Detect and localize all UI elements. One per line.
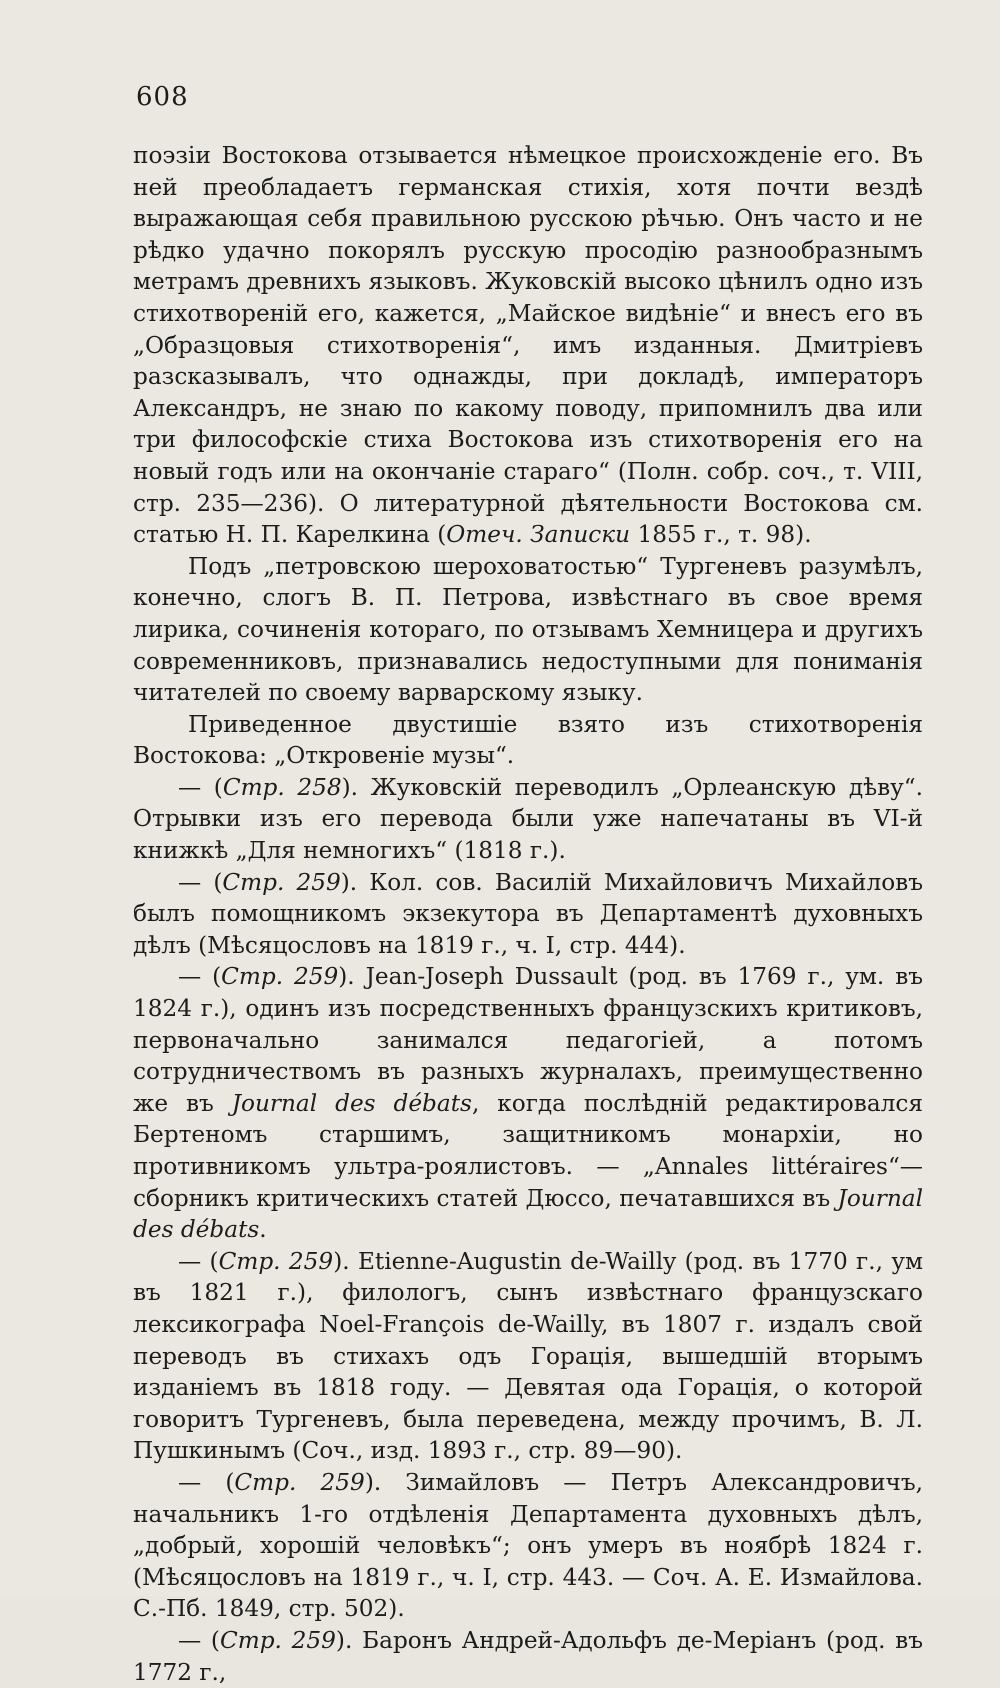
note-3-prefix: — ( [178,963,222,991]
paragraph-1-tail: 1855 г., т. 98). [630,521,812,549]
note-3-text-3: . [259,1216,267,1244]
note-1-ref: Стр. 258 [222,773,342,801]
note-4 [133,1246,923,1467]
note-3-ref: Стр. 259 [221,963,339,991]
note-3-journal-1: Journal des débats [231,1089,472,1117]
body-text [133,140,923,1688]
note-5-text: ). Зимайловъ — Петръ Александровичъ, начальникъ 1-го отдѣленія Департамента духовныхъ дѣлъ, „добрый, хорошій человѣкъ“; онъ умеръ въ ноябрѣ 1824 г. (Мѣсяцословъ на 1819 г., ч. I, стр. 443. — Соч. А. Е. Измайлова. С.-Пб. 1849, стр. 502). [133,1468,924,1623]
note-5-prefix: — ( [178,1468,235,1496]
note-6-text: ). Баронъ Андрей-Адольфъ де-Меріанъ (род. въ 1772 г., [133,1626,923,1686]
note-3-text-2: , когда послѣдній редактировался Бертеномъ старшимъ, защитникомъ монархіи, но противникомъ ультра-роялистовъ. — „Annales littéraires“—сборникъ критическихъ статей Дюссо, печатавшихся въ [133,1089,923,1212]
paragraph-2: Подъ „петровскою шероховатостью“ Тургеневъ разумѣлъ, конечно, слогъ В. П. Петрова, извѣстнаго въ свое время лирика, сочиненія котораго, по отзывамъ Хемницера и другихъ современниковъ, признавались недоступными для пониманія читателей по своему варварскому языку. [133,552,923,707]
page-number: 608 [136,82,189,112]
paragraph-1-italic: Отеч. Записки [446,521,631,549]
note-6 [133,1625,923,1688]
note-2-text: ). Кол. сов. Василій Михайловичъ Михайловъ былъ помощникомъ экзекутора въ Департаментѣ духовныхъ дѣлъ (Мѣсяцословъ на 1819 г., ч. I, стр. 444). [133,868,923,959]
note-4-prefix: — ( [178,1247,219,1275]
note-4-text: ). Etienne-Augustin de-Wailly (род. въ 1770 г., ум въ 1821 г.), филологъ, сынъ извѣстнаго французскаго лексикографа Noel-François de-Wailly, въ 1807 г. издалъ свой переводъ въ стихахъ одъ Горація, вышедшій вторымъ изданіемъ въ 1818 году. — Девятая ода Горація, о которой говоритъ Тургеневъ, была переведена, между прочимъ, В. Л. Пушкинымъ (Соч., изд. 1893 г., стр. 89—90). [133,1247,923,1465]
note-5-ref: Стр. 259 [234,1468,365,1496]
note-3-text: ). Jean-Joseph Dussault (род. въ 1769 г., ум. въ 1824 г.), одинъ изъ посредственныхъ французскихъ критиковъ, первоначально занимался педагогіей, а потомъ сотрудничествомъ въ разныхъ журналахъ, преимущественно же въ [133,963,923,1117]
note-3 [133,961,923,1245]
note-6-ref: Стр. 259 [219,1626,336,1654]
note-1-prefix: — ( [178,773,223,801]
note-6-prefix: — ( [178,1626,220,1654]
paragraph-1 [133,140,923,551]
note-2-ref: Стр. 259 [222,868,341,896]
note-3-journal-2: Journal des débats [133,1184,923,1244]
note-2-prefix: — ( [178,868,223,896]
note-5 [133,1467,923,1625]
note-4-ref: Стр. 259 [218,1247,334,1275]
note-1-text: ). Жуковскій переводилъ „Орлеанскую дѣву“. Отрывки изъ его перевода были уже напечатаны въ VI-й книжкѣ „Для немногихъ“ (1818 г.). [133,773,923,865]
note-1 [133,772,923,867]
paragraph-1-text: поэзіи Востокова отзывается нѣмецкое происхожденіе его. Въ ней преобладаетъ германская стихія, хотя почти вездѣ выражающая себя правильною русскою рѣчью. Онъ часто и не рѣдко удачно покорялъ русскую просодію разнообразнымъ метрамъ древнихъ языковъ. Жуковскій высоко цѣнилъ одно изъ стихотвореній его, кажется, „Майское видѣніе“ и внесъ его въ „Образцовыя стихотворенія“, имъ изданныя. Дмитріевъ разсказывалъ, что однажды, при докладѣ, императоръ Александръ, не знаю по какому поводу, припомнилъ два или три философскіе стиха Востокова изъ стихотворенія его на новый годъ или на окончаніе стараго“ (Полн. собр. соч., т. VIII, стр. 235—236). О литературной дѣятельности Востокова см. статью Н. П. Карелкина ( [133,142,923,549]
note-2 [133,867,923,962]
paragraph-3: Приведенное двустишіе взято изъ стихотворенія Востокова: „Откровеніе музы“. [133,710,923,770]
